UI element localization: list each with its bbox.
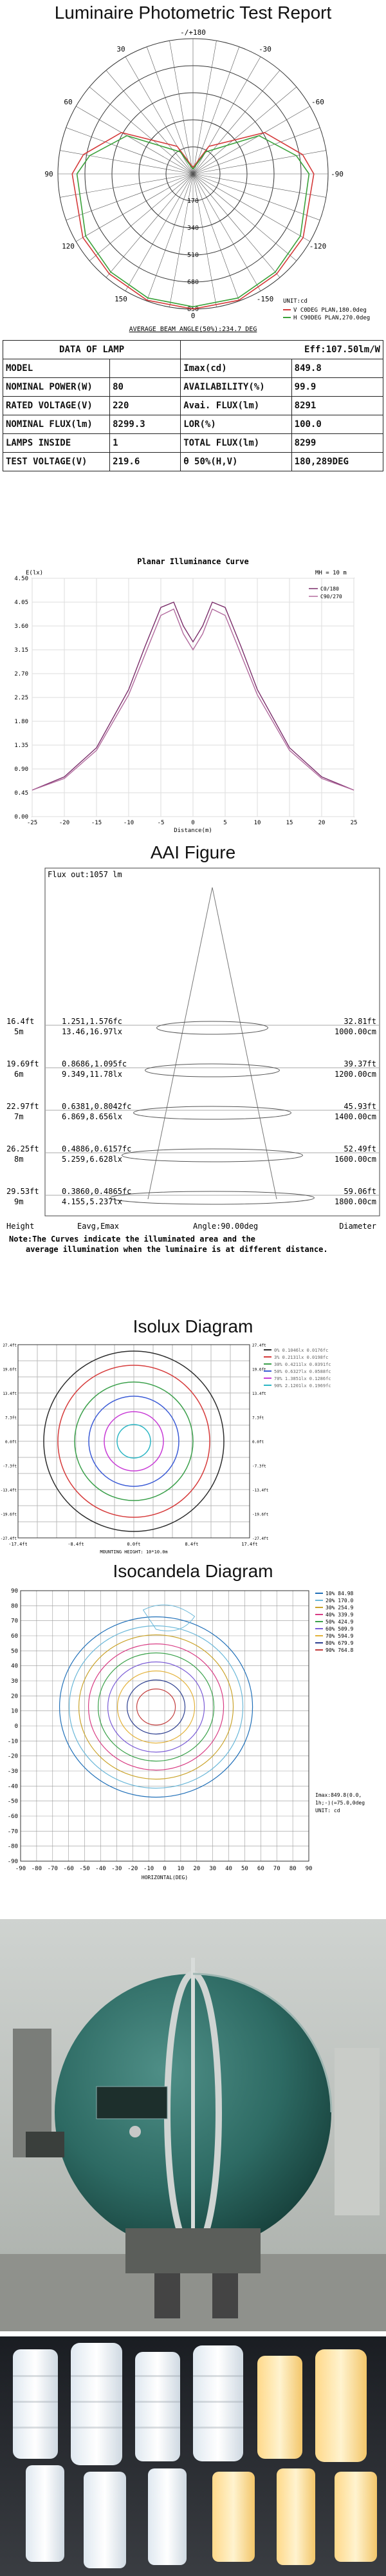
lamp-key: TEST VOLTAGE(V)	[3, 453, 110, 471]
polar-chart	[0, 26, 386, 335]
isolux-ytick: -7.3ft	[3, 1464, 17, 1469]
planar-ytick: 2.70	[14, 671, 28, 677]
planar-ytick: 2.25	[14, 695, 28, 701]
isocandela-ytick: -10	[7, 1738, 18, 1745]
planar-chart-svg	[0, 553, 386, 849]
polar-radial-label: 340	[187, 225, 199, 232]
isocandela-contour	[79, 1635, 234, 1779]
aai-cone-edge	[148, 887, 212, 1199]
isolux-ytick: 19.6ft	[3, 1367, 17, 1372]
isocandela-xtick: -90	[15, 1866, 26, 1872]
isocandela-xtick: 10	[177, 1866, 185, 1872]
planar-ylabel: E(lx)	[26, 570, 44, 576]
lamp-value: 180,289DEG	[291, 453, 383, 471]
polar-radial-label: 170	[187, 198, 199, 205]
polar-beam-angle: AVERAGE BEAM ANGLE(50%):234.7 DEG	[129, 326, 257, 333]
polar-angle-label: 90	[44, 170, 53, 178]
isocandela-ytick: 80	[11, 1603, 18, 1610]
polar-angle-label: -30	[259, 45, 271, 54]
aai-height-ft: 19.69ft	[6, 1059, 39, 1068]
isolux-ytick: -13.4ft	[0, 1488, 17, 1493]
aai-diameter-cm: 1800.00cm	[334, 1197, 376, 1206]
isocandela-xtick: 0	[163, 1866, 167, 1872]
isocandela-contour	[69, 1626, 243, 1788]
planar-ytick: 0.45	[14, 790, 28, 797]
aai-footer-diameter: Diameter	[339, 1222, 376, 1231]
isocandela-ytick: 10	[11, 1708, 18, 1715]
isocandela-contour	[108, 1662, 205, 1752]
aai-diameter-ft: 32.81ft	[344, 1017, 376, 1026]
isocandela-contour	[89, 1644, 224, 1770]
isolux-xtick: 17.4ft	[241, 1542, 258, 1547]
planar-title: Planar Illuminance Curve	[137, 557, 249, 566]
lamp-value: 8299.3	[110, 415, 181, 434]
isocandela-xtick: -10	[143, 1866, 154, 1872]
planar-ytick: 1.35	[14, 743, 28, 749]
planar-legend-entry: C0/180	[320, 586, 339, 592]
lamp-value: 220	[110, 397, 181, 415]
isolux-xtick: -17.4ft	[8, 1542, 28, 1547]
lamp-value: 8291	[291, 397, 383, 415]
integrating-sphere-image	[0, 1919, 386, 2331]
isocandela-xtick: -50	[79, 1866, 90, 1872]
aai-height-m: 7m	[14, 1112, 24, 1121]
aai-height-m: 9m	[14, 1197, 24, 1206]
aai-figure	[0, 842, 386, 1319]
planar-xtick: 25	[350, 820, 358, 826]
isocandela-ytick: 30	[11, 1678, 18, 1685]
aai-height-m: 8m	[14, 1155, 24, 1164]
isocandela-legend-entry: 70% 594.9	[326, 1633, 354, 1639]
isocandela-ytick: -60	[7, 1814, 18, 1820]
isocandela-ytick: -30	[7, 1768, 18, 1775]
polar-radial-label: 510	[187, 252, 199, 259]
aai-diameter-ft: 45.93ft	[344, 1102, 376, 1111]
aai-height-ft: 16.4ft	[6, 1017, 35, 1026]
isolux-xtick: -8.4ft	[68, 1542, 84, 1547]
isocandela-xtick: 50	[241, 1866, 248, 1872]
polar-angle-label: -120	[309, 242, 327, 251]
isolux-title: Isolux Diagram	[133, 1316, 253, 1336]
aai-illum-lx: 13.46,16.97lx	[62, 1027, 122, 1036]
aai-footer-eavg: Eavg,Emax	[77, 1222, 120, 1231]
lamp-value: 1	[110, 434, 181, 453]
isocandela-xtick: -60	[63, 1866, 74, 1872]
isocandela-title: Isocandela Diagram	[113, 1561, 273, 1581]
planar-illuminance-chart	[0, 553, 386, 849]
isolux-ytick: 19.6ft	[252, 1367, 266, 1372]
lamp-key: MODEL	[3, 359, 110, 378]
isocandela-unit: UNIT: cd	[315, 1808, 340, 1814]
isolux-legend-entry: 90% 2.1201lx 0.1969fc	[274, 1383, 331, 1388]
planar-xtick: -25	[26, 820, 38, 826]
lamp-value: 219.6	[110, 453, 181, 471]
isolux-legend-entry: 50% 0.6327lx 0.0588fc	[274, 1369, 331, 1374]
lamp-value	[110, 359, 181, 378]
planar-xtick: 20	[318, 820, 326, 826]
lamp-table-row	[3, 378, 383, 397]
aai-illum-lx: 9.349,11.78lx	[62, 1070, 122, 1079]
lamp-table-row	[3, 434, 383, 453]
isolux-ytick: -27.4ft	[252, 1537, 269, 1541]
isocandela-xtick: 40	[225, 1866, 232, 1872]
planar-xtick: 15	[286, 820, 293, 826]
planar-ytick: 4.50	[14, 576, 28, 582]
polar-angle-label: 30	[116, 45, 125, 54]
isocandela-ytick: -80	[7, 1843, 18, 1850]
planar-legend-entry: C90/270	[320, 594, 342, 600]
isolux-legend-entry: 3% 0.2131lx 0.0198fc	[274, 1355, 329, 1360]
isolux-ytick: 7.3ft	[5, 1416, 17, 1421]
isocandela-legend-entry: 60% 509.9	[326, 1626, 354, 1632]
aai-diameter-cm: 1000.00cm	[334, 1027, 376, 1036]
aai-svg	[0, 864, 386, 1315]
isolux-legend-entry: 30% 0.4211lx 0.0391fc	[274, 1362, 331, 1367]
aai-title: AAI Figure	[150, 842, 236, 862]
isocandela-ytick: -40	[7, 1783, 18, 1790]
isocandela-xtick: 30	[209, 1866, 217, 1872]
isocandela-diagram	[0, 1561, 386, 1922]
aai-frame	[45, 868, 380, 1216]
planar-xlabel: Distance(m)	[174, 828, 212, 834]
aai-footer-height: Height	[6, 1222, 35, 1231]
planar-ytick: 0.90	[14, 766, 28, 773]
aai-height-m: 5m	[14, 1027, 24, 1036]
lamp-key: NOMINAL FLUX(lm)	[3, 415, 110, 434]
isolux-ytick: -19.6ft	[252, 1512, 269, 1517]
led-bulbs-photo	[0, 2336, 386, 2576]
aai-illum-fc: 1.251,1.576fc	[62, 1017, 122, 1026]
lamp-value: 100.0	[291, 415, 383, 434]
planar-xtick: -20	[59, 820, 70, 826]
lamp-data-table	[0, 340, 386, 471]
lamp-value: 8299	[291, 434, 383, 453]
integrating-sphere-photo	[0, 1919, 386, 2331]
aai-diameter-ft: 39.37ft	[344, 1059, 376, 1068]
planar-note: MH = 10 m	[315, 570, 347, 576]
polar-spoke	[89, 174, 193, 261]
isolux-ytick: -7.3ft	[252, 1464, 266, 1469]
isocandela-imax2: 1h;-)(=75.0,0deg	[315, 1800, 365, 1806]
isocandela-legend-entry: 30% 254.9	[326, 1605, 354, 1611]
planar-xtick: -15	[91, 820, 102, 826]
planar-ytick: 0.00	[14, 814, 28, 820]
planar-ytick: 1.80	[14, 719, 28, 725]
aai-ellipse	[157, 1021, 268, 1034]
polar-radial-label: 850	[187, 306, 199, 313]
polar-spoke	[193, 70, 280, 174]
isocandela-xtick: 70	[273, 1866, 280, 1872]
aai-ellipse	[145, 1064, 280, 1077]
polar-angle-label: 120	[62, 242, 75, 251]
isocandela-ytick: 60	[11, 1633, 18, 1640]
aai-height-m: 6m	[14, 1070, 24, 1079]
planar-ytick: 3.15	[14, 647, 28, 654]
lamp-key: θ 50%(H,V)	[181, 453, 291, 471]
isocandela-ytick: 50	[11, 1648, 18, 1655]
isocandela-imax: Imax:849.8(0.0,	[315, 1792, 362, 1798]
aai-diameter-cm: 1400.00cm	[334, 1112, 376, 1121]
planar-xtick: -5	[157, 820, 165, 826]
planar-xtick: -10	[123, 820, 134, 826]
isolux-ytick: -27.4ft	[0, 1537, 17, 1541]
aai-diameter-cm: 1200.00cm	[334, 1070, 376, 1079]
aai-diameter-cm: 1600.00cm	[334, 1155, 376, 1164]
isolux-ytick: 13.4ft	[3, 1392, 17, 1396]
isolux-ytick: 13.4ft	[252, 1392, 266, 1396]
lamp-table-title: DATA OF LAMP	[3, 341, 181, 359]
isolux-ytick: 27.4ft	[252, 1343, 266, 1348]
isolux-ytick: 27.4ft	[3, 1343, 17, 1348]
isocandela-xtick: 20	[193, 1866, 201, 1872]
isocandela-legend-entry: 50% 424.9	[326, 1619, 354, 1625]
isocandela-contour	[118, 1671, 195, 1743]
lamp-key: Avai. FLUX(lm)	[181, 397, 291, 415]
aai-illum-lx: 6.869,8.656lx	[62, 1112, 122, 1121]
polar-top-label: -/+180	[180, 28, 206, 37]
aai-ellipse	[134, 1106, 291, 1119]
isocandela-xtick: -20	[127, 1866, 138, 1872]
page-title: Luminaire Photometric Test Report	[54, 3, 332, 23]
aai-illum-fc: 0.3860,0.4865fc	[62, 1187, 132, 1196]
polar-chart-svg	[0, 26, 386, 335]
polar-angle-label: -60	[311, 98, 324, 106]
isolux-legend-entry: 70% 1.3851lx 0.1286fc	[274, 1376, 331, 1381]
planar-xtick: 10	[253, 820, 261, 826]
planar-xtick: 5	[223, 820, 227, 826]
lamp-value: 80	[110, 378, 181, 397]
aai-illum-lx: 4.155,5.237lx	[62, 1197, 122, 1206]
lamp-key: LAMPS INSIDE	[3, 434, 110, 453]
isolux-ytick: 0.0ft	[5, 1440, 17, 1444]
isocandela-ytick: 20	[11, 1693, 18, 1700]
aai-diameter-ft: 52.49ft	[344, 1144, 376, 1153]
aai-flux: Flux out:1057 lm	[48, 870, 122, 879]
aai-height-ft: 26.25ft	[6, 1144, 39, 1153]
polar-spoke	[193, 87, 297, 174]
polar-spoke	[89, 87, 193, 174]
lamp-table-row	[3, 359, 383, 378]
isocandela-legend-entry: 80% 679.9	[326, 1640, 354, 1646]
aai-height-ft: 22.97ft	[6, 1102, 39, 1111]
isocandela-xtick: -80	[31, 1866, 42, 1872]
isolux-diagram	[0, 1316, 386, 1561]
aai-footer-angle: Angle:90.00deg	[193, 1222, 259, 1231]
isocandela-contour	[137, 1689, 176, 1725]
polar-angle-label: 60	[64, 98, 73, 106]
planar-xtick: 0	[191, 820, 195, 826]
lamp-table-row	[3, 415, 383, 434]
isocandela-ytick: -50	[7, 1798, 18, 1805]
isocandela-xtick: -40	[95, 1866, 106, 1872]
polar-angle-label: 0	[190, 312, 196, 320]
polar-spoke	[193, 174, 297, 261]
aai-note: Note:The Curves indicate the illuminated area and the	[9, 1235, 255, 1244]
isocandela-ytick: 40	[11, 1663, 18, 1670]
isolux-ytick: 7.3ft	[252, 1416, 264, 1421]
isocandela-xtick: -30	[111, 1866, 122, 1872]
isocandela-legend-entry: 40% 339.9	[326, 1612, 354, 1618]
lamp-key: NOMINAL POWER(W)	[3, 378, 110, 397]
aai-note: average illumination when the luminaire is at different distance.	[26, 1245, 328, 1254]
isocandela-xtick: 60	[257, 1866, 264, 1872]
isocandela-xtick: 80	[289, 1866, 297, 1872]
polar-legend-entry: H C90DEG PLAN,270.0deg	[293, 315, 371, 321]
lamp-key: AVAILABILITY(%)	[181, 378, 291, 397]
polar-angle-label: -90	[331, 170, 344, 178]
isocandela-ytick: 70	[11, 1618, 18, 1625]
isolux-legend-entry: 0% 0.1046lx 0.0176fc	[274, 1348, 329, 1353]
isocandela-xlabel: HORIZONTAL(DEG)	[141, 1875, 188, 1880]
isolux-svg	[0, 1340, 386, 1558]
aai-cone-edge	[212, 887, 277, 1199]
led-bulbs-image	[0, 2336, 386, 2576]
isocandela-xtick: -70	[47, 1866, 58, 1872]
aai-illum-fc: 0.6381,0.8042fc	[62, 1102, 132, 1111]
polar-angle-label: -150	[256, 294, 274, 303]
planar-ytick: 3.60	[14, 623, 28, 630]
isocandela-legend-entry: 10% 84.98	[326, 1591, 354, 1596]
aai-ellipse	[122, 1149, 303, 1162]
lamp-efficiency: Eff:107.50lm/W	[181, 341, 383, 359]
isocandela-ytick: -70	[7, 1828, 18, 1835]
isocandela-ytick: 90	[11, 1588, 18, 1595]
lamp-table-row	[3, 397, 383, 415]
isolux-ytick: -13.4ft	[252, 1488, 269, 1493]
isocandela-ytick: 0	[14, 1723, 18, 1730]
polar-unit: UNIT:cd	[283, 298, 308, 305]
polar-spoke	[193, 174, 280, 278]
aai-illum-fc: 0.8686,1.095fc	[62, 1059, 127, 1068]
lamp-key: Imax(cd)	[181, 359, 291, 378]
isocandela-ytick: -20	[7, 1753, 18, 1760]
aai-ellipse	[111, 1191, 315, 1204]
planar-ytick: 4.05	[14, 600, 28, 606]
polar-spoke	[106, 174, 193, 278]
polar-radial-label: 680	[187, 279, 199, 286]
isocandela-legend-entry: 20% 170.0	[326, 1598, 354, 1604]
polar-spoke	[106, 70, 193, 174]
isolux-ytick: -19.6ft	[0, 1512, 17, 1517]
isolux-xtick: 8.4ft	[185, 1542, 199, 1547]
lamp-value: 849.8	[291, 359, 383, 378]
aai-diameter-ft: 59.06ft	[344, 1187, 376, 1196]
polar-angle-label: 150	[115, 294, 127, 303]
lamp-key: TOTAL FLUX(lm)	[181, 434, 291, 453]
lamp-key: RATED VOLTAGE(V)	[3, 397, 110, 415]
lamp-table-row	[3, 453, 383, 471]
lamp-key: LOR(%)	[181, 415, 291, 434]
aai-height-ft: 29.53ft	[6, 1187, 39, 1196]
isolux-xtick: 0.0ft	[127, 1542, 141, 1547]
isocandela-legend-entry: 90% 764.8	[326, 1647, 354, 1653]
isocandela-ytick: -90	[7, 1859, 18, 1865]
lamp-value: 99.9	[291, 378, 383, 397]
isolux-xlabel: MOUNTING HEIGHT: 10*10.0m	[100, 1549, 168, 1555]
aai-illum-fc: 0.4886,0.6157fc	[62, 1144, 132, 1153]
polar-legend-entry: V C0DEG PLAN,180.0deg	[293, 307, 367, 314]
isocandela-svg	[0, 1584, 386, 1920]
isolux-ytick: 0.0ft	[252, 1440, 264, 1444]
isocandela-xtick: 90	[305, 1866, 313, 1872]
aai-illum-lx: 5.259,6.628lx	[62, 1155, 122, 1164]
